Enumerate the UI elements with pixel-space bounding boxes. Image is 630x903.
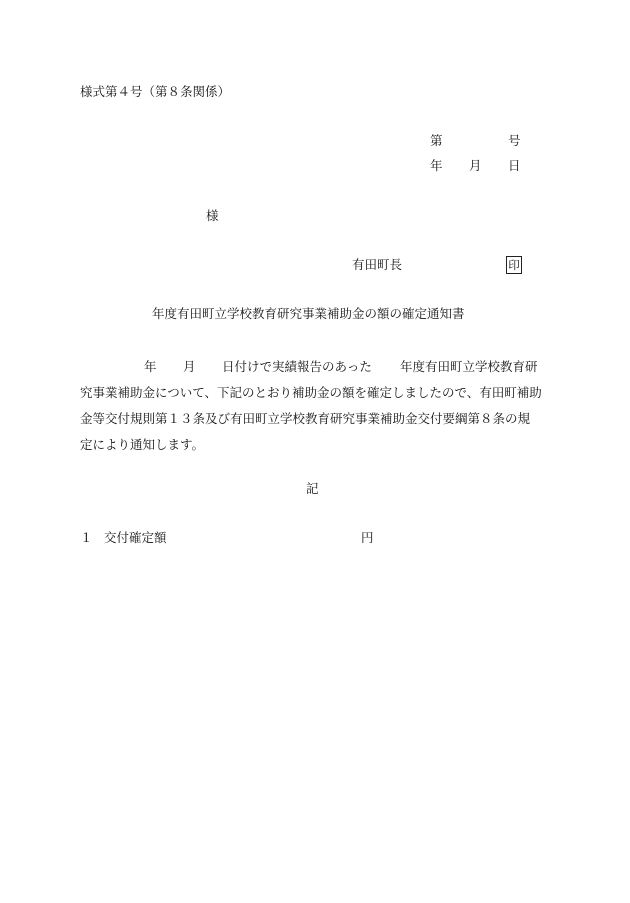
- document-title: 年度有田町立学校教育研究事業補助金の額の確定通知書: [152, 306, 465, 321]
- body-text-2: 年度有田町立学校教育研: [400, 359, 538, 374]
- recipient-suffix: 様: [206, 208, 219, 223]
- body-line-4: 定により通知します。: [80, 437, 205, 452]
- body-year: 年: [144, 359, 157, 374]
- date-year: 年: [430, 158, 443, 173]
- doc-number-suffix: 号: [508, 133, 521, 148]
- body-line-1: [80, 354, 550, 380]
- body-line-2: 究事業補助金について、下記のとおり補助金の額を確定しましたので、有田町補助: [80, 385, 542, 400]
- item-label: 交付確定額: [104, 530, 167, 545]
- body-month: 月: [183, 359, 196, 374]
- form-number: 様式第４号（第８条関係）: [80, 84, 231, 99]
- ki-heading: 記: [306, 481, 319, 496]
- body-line-3: 金等交付規則第１３条及び有田町立学校教育研究事業補助金交付要綱第８条の規: [80, 411, 531, 426]
- sender-name: 有田町長: [352, 257, 403, 272]
- doc-number-prefix: 第: [430, 133, 443, 148]
- body-text-1: 日付けで実績報告のあった: [222, 359, 372, 374]
- item-number: １: [80, 530, 93, 545]
- date-month: 月: [469, 158, 482, 173]
- item-unit: 円: [361, 530, 374, 545]
- date-day: 日: [508, 158, 521, 173]
- body-paragraph: [80, 354, 550, 458]
- seal-mark: 印: [506, 256, 522, 274]
